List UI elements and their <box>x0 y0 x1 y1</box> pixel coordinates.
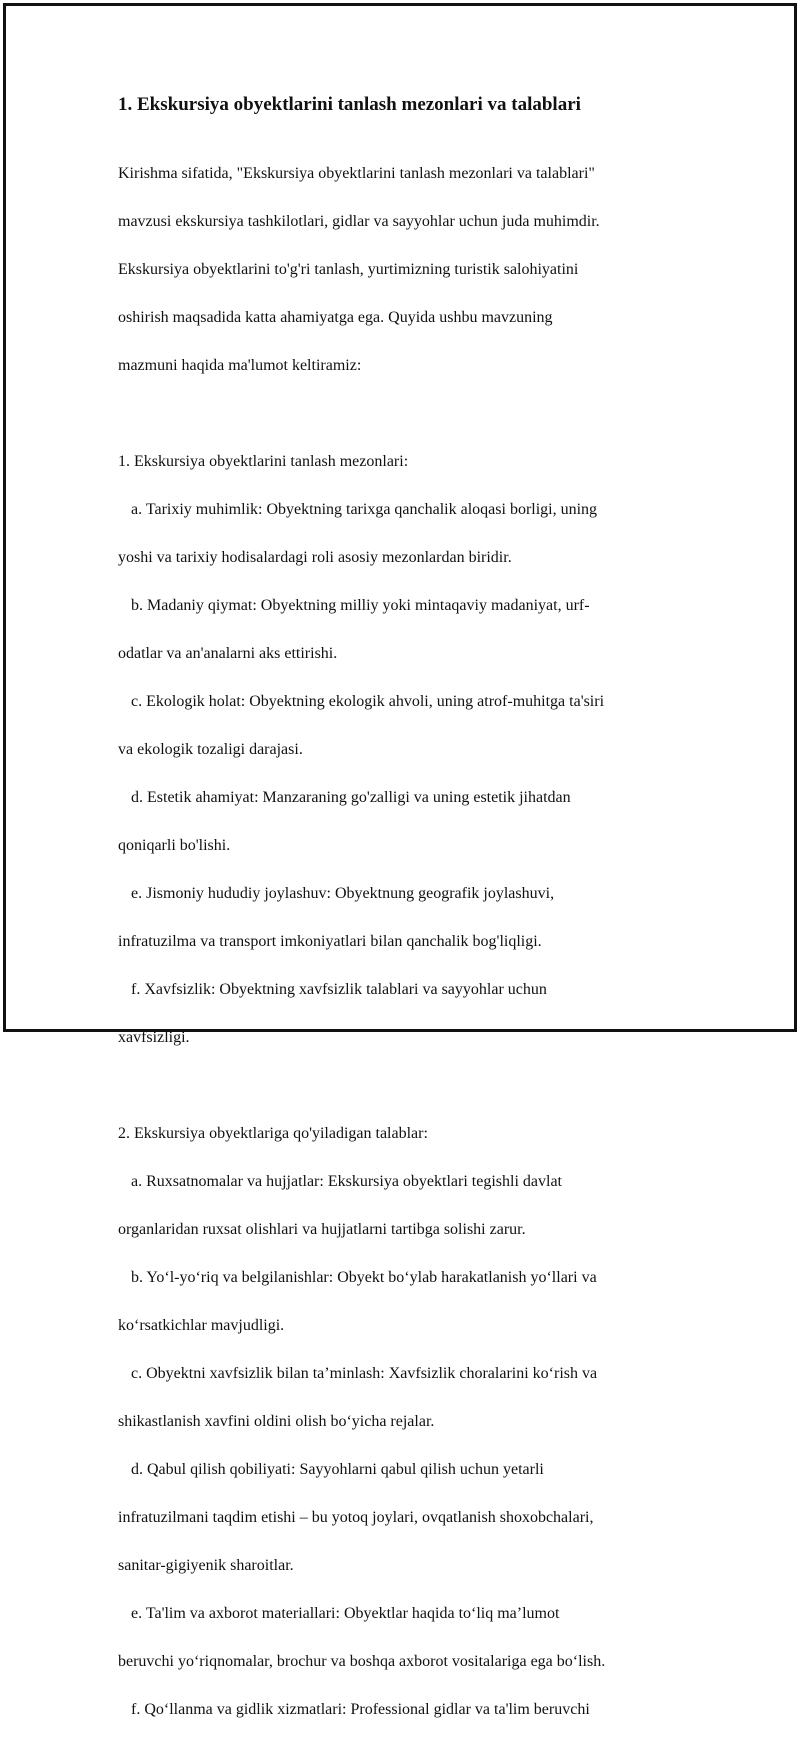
list-item-continuation: infratuzilma va transport imkoniyatlari bilan qanchalik bog'liqligi. <box>118 933 542 950</box>
list-item-line: b. Madaniy qiymat: Obyektning milliy yoki mintaqaviy madaniyat, urf- <box>131 597 590 614</box>
list-item-continuation: organlaridan ruxsat olishlari va hujjatlarni tartibga solishi zarur. <box>118 1221 526 1238</box>
paragraph-gap <box>118 1074 678 1098</box>
list-item-continuation: va ekologik tozaligi darajasi. <box>118 741 303 758</box>
intro-line: mazmuni haqida ma'lumot keltiramiz: <box>118 357 362 374</box>
list-item-line: e. Jismoniy hududiy joylashuv: Obyektnung geografik joylashuvi, <box>131 885 555 902</box>
intro-line: mavzusi ekskursiya tashkilotlari, gidlar va sayyohlar uchun juda muhimdir. <box>118 213 600 230</box>
list-item-line: f. Xavfsizlik: Obyektning xavfsizlik talablari va sayyohlar uchun <box>131 981 547 998</box>
paragraph-gap <box>118 402 678 426</box>
list-item-continuation: ko‘rsatkichlar mavjudligi. <box>118 1317 285 1334</box>
list-item-continuation: infratuzilmani taqdim etishi – bu yotoq joylari, ovqatlanish shoxobchalari, <box>118 1509 594 1526</box>
list-item-continuation: shikastlanish xavfini oldini olish bo‘yicha rejalar. <box>118 1413 435 1430</box>
document-title: 1. Ekskursiya obyektlarini tanlash mezonlari va talablari <box>118 94 581 115</box>
intro-line: Ekskursiya obyektlarini to'g'ri tanlash, yurtimizning turistik salohiyatini <box>118 261 579 278</box>
list-item-line: c. Ekologik holat: Obyektning ekologik ahvoli, uning atrof-muhitga ta'siri <box>131 693 605 710</box>
list-item-continuation: xavfsizligi. <box>118 1029 190 1046</box>
list-item-line: c. Obyektni xavfsizlik bilan ta’minlash: Xavfsizlik choralarini ko‘rish va <box>131 1365 598 1382</box>
list-item-continuation: qoniqarli bo'lishi. <box>118 837 231 854</box>
list-item-continuation: odatlar va an'analarni aks ettirishi. <box>118 645 338 662</box>
section-criteria <box>118 426 678 1074</box>
list-item-line: e. Ta'lim va axborot materiallari: Obyektlar haqida to‘liq ma’lumot <box>131 1605 560 1622</box>
document-body <box>118 92 678 1746</box>
list-item-continuation: sanitar-gigiyenik sharoitlar. <box>118 1557 294 1574</box>
intro-paragraph <box>118 138 678 402</box>
list-item-line: d. Qabul qilish qobiliyati: Sayyohlarni qabul qilish uchun yetarli <box>131 1461 544 1478</box>
list-item-line: b. Yo‘l-yo‘riq va belgilanishlar: Obyekt bo‘ylab harakatlanish yo‘llari va <box>131 1269 597 1286</box>
intro-line: Kirishma sifatida, "Ekskursiya obyektlarini tanlash mezonlari va talablari" <box>118 165 595 182</box>
list-item-line: a. Ruxsatnomalar va hujjatlar: Ekskursiya obyektlari tegishli davlat <box>131 1173 562 1190</box>
list-item-continuation: beruvchi yo‘riqnomalar, brochur va boshqa axborot vositalariga ega bo‘lish. <box>118 1653 606 1670</box>
intro-line: oshirish maqsadida katta ahamiyatga ega. Quyida ushbu mavzuning <box>118 309 553 326</box>
list-item-line: f. Qo‘llanma va gidlik xizmatlari: Professional gidlar va ta'lim beruvchi <box>131 1701 590 1718</box>
list-item-line: d. Estetik ahamiyat: Manzaraning go'zalligi va uning estetik jihatdan <box>131 789 571 806</box>
section-requirements <box>118 1098 678 1746</box>
section-heading: 2. Ekskursiya obyektlariga qo'yiladigan talablar: <box>118 1125 428 1142</box>
list-item-line: a. Tarixiy muhimlik: Obyektning tarixga qanchalik aloqasi borligi, uning <box>131 501 598 518</box>
list-item-continuation: yoshi va tarixiy hodisalardagi roli asosiy mezonlardan biridir. <box>118 549 512 566</box>
section-heading: 1. Ekskursiya obyektlarini tanlash mezonlari: <box>118 453 409 470</box>
